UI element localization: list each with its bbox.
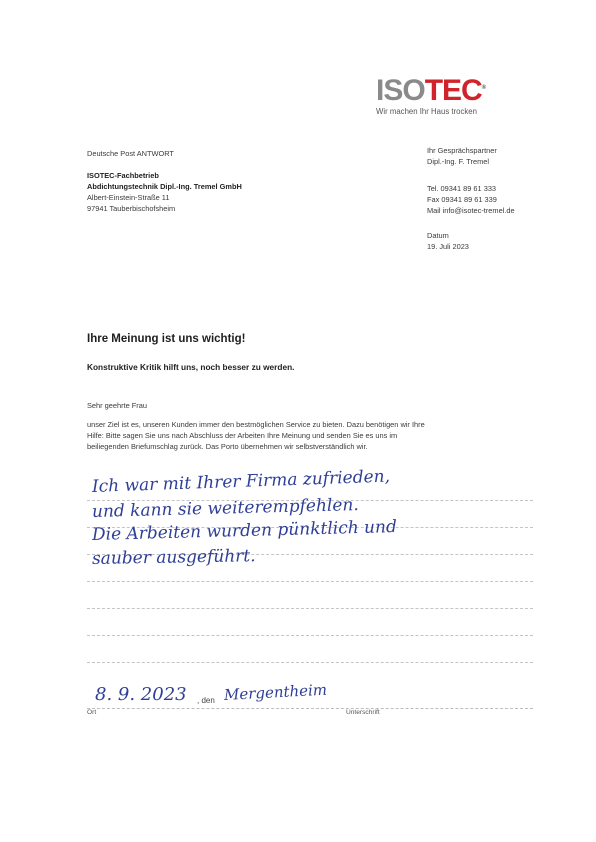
answer-rule	[87, 581, 533, 582]
recipient-line-4: 97941 Tauberbischofsheim	[87, 204, 176, 213]
body-line-2: Hilfe: Bitte sagen Sie uns nach Abschluss der Arbeiten Ihre Meinung und senden Sie es uns im	[87, 431, 398, 440]
handwritten-line-4: sauber ausgeführt.	[91, 546, 256, 569]
logo-wordmark: ISOTEC®	[376, 74, 486, 107]
recipient-line-2: Abdichtungstechnik Dipl.-Ing. Tremel GmbH	[87, 182, 242, 191]
signature-label: Unterschrift	[346, 709, 380, 716]
contact-phone: Tel. 09341 89 61 333	[427, 184, 497, 193]
letter-body	[87, 419, 547, 452]
contact-partner-label: Ihr Gesprächspartner	[427, 146, 497, 155]
contact-block	[427, 145, 515, 216]
answer-rule	[87, 608, 533, 609]
page-title: Ihre Meinung ist uns wichtig!	[87, 333, 246, 345]
contact-partner-name: Dipl.-Ing. F. Tremel	[427, 157, 490, 166]
body-line-1: unser Ziel ist es, unseren Kunden immer den bestmöglichen Service zu bieten. Dazu benötigen wir Ihre	[87, 420, 425, 429]
sender-line: Deutsche Post ANTWORT	[87, 149, 174, 158]
signature-rule	[87, 708, 533, 709]
page-subtitle: Konstruktive Kritik hilft uns, noch besser zu werden.	[87, 362, 295, 372]
answer-rule	[87, 662, 533, 663]
date-value: 19. Juli 2023	[427, 242, 469, 251]
place-label: Ort	[87, 709, 97, 716]
handwritten-date: 8. 9. 2023	[95, 684, 187, 705]
recipient-line-3: Albert-Einstein-Straße 11	[87, 193, 170, 202]
handwritten-line-1: Ich war mit Ihrer Firma zufrieden,	[91, 466, 391, 497]
salutation: Sehr geehrte Frau	[87, 401, 147, 410]
den-label: , den	[197, 696, 215, 705]
contact-mail: Mail info@isotec-tremel.de	[427, 206, 515, 215]
logo-tagline: Wir machen Ihr Haus trocken	[376, 107, 477, 116]
handwritten-line-3: Die Arbeiten wurden pünktlich und	[91, 517, 398, 545]
recipient-address	[87, 170, 242, 214]
body-line-3: beiliegenden Briefumschlag zurück. Das Porto übernehmen wir selbstverständlich wir.	[87, 442, 368, 451]
contact-fax: Fax 09341 89 61 339	[427, 195, 497, 204]
date-label: Datum	[427, 231, 449, 240]
recipient-line-1: ISOTEC-Fachbetrieb	[87, 171, 159, 180]
answer-rule	[87, 635, 533, 636]
isotec-logo	[376, 73, 506, 123]
handwritten-place: Mergentheim	[223, 680, 328, 704]
handwritten-line-2: und kann sie weiterempfehlen.	[91, 495, 360, 522]
date-block	[427, 230, 469, 252]
